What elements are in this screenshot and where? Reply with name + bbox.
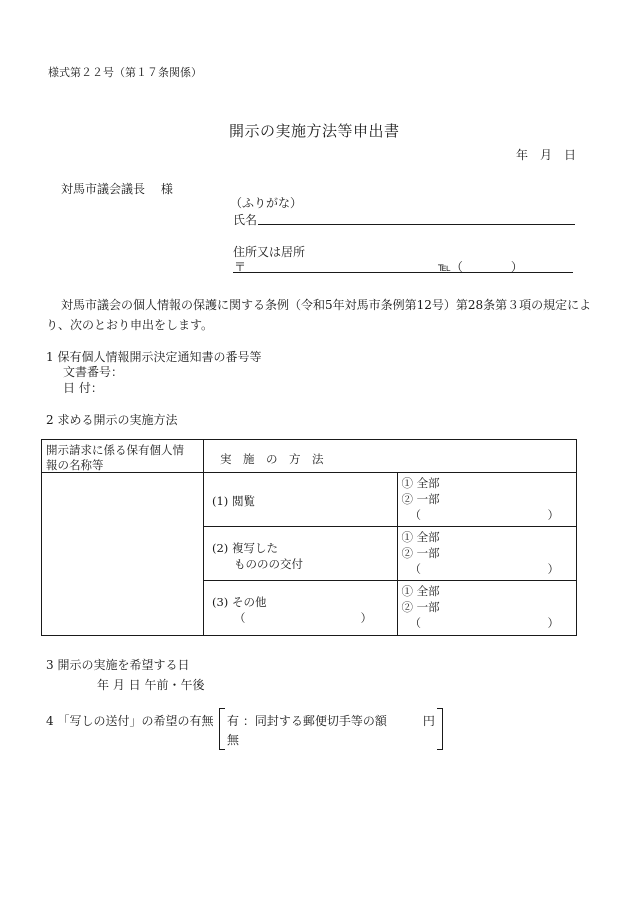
method-3-other-field[interactable]: （ ）	[234, 611, 372, 625]
intro-line-1: 対馬市議会の個人情報の保護に関する条例（令和5年対馬市条例第12号）第28条第３項の規定によ	[61, 298, 592, 312]
name-label: 氏名	[233, 213, 258, 227]
record-name-cell[interactable]	[42, 473, 204, 636]
col1-header	[42, 440, 204, 473]
form-number: 様式第２２号（第１７条関係）	[48, 66, 202, 79]
table-header-row	[42, 440, 577, 473]
option-cell-1	[397, 473, 576, 527]
preferred-date-line: 年 月 日 午前・午後	[97, 678, 205, 692]
bracket-left	[219, 708, 225, 750]
section2-heading: 2 求める開示の実施方法	[46, 413, 178, 427]
col1-header-line2: 報の名称等	[46, 458, 104, 472]
tel-label: ℡（ ）	[438, 260, 523, 274]
doc-number-label: 文書番号：	[63, 365, 124, 379]
mailing-option-no[interactable]: 無	[227, 733, 240, 747]
method-cell-2	[204, 527, 398, 581]
method-2-label-cont: もののの交付	[234, 557, 303, 571]
col2-header	[204, 440, 577, 473]
bracket-right	[437, 708, 443, 750]
address-label: 住所又は居所	[233, 245, 306, 259]
section1-heading: 1 保有個人情報開示決定通知書の番号等	[46, 350, 262, 364]
addressee: 対馬市議会議長 様	[61, 182, 173, 196]
option-all-3[interactable]: ① 全部	[401, 584, 440, 598]
option-all-2[interactable]: ① 全部	[401, 530, 440, 544]
page-title: 開示の実施方法等申出書	[229, 122, 400, 140]
furigana-label: （ふりがな）	[230, 196, 303, 210]
doc-date-label: 日 付：	[63, 381, 103, 395]
method-cell-1	[204, 473, 398, 527]
name-underline	[258, 224, 575, 225]
option-part-detail-1: （ ）	[409, 508, 560, 522]
option-part-3[interactable]: ② 一部	[401, 600, 440, 614]
table-row	[42, 473, 577, 527]
intro-line-2: り、次のとおり申出をします。	[46, 318, 214, 332]
method-2-label: (2) 複写した	[212, 541, 278, 555]
address-underline	[233, 272, 573, 273]
option-cell-2	[397, 527, 576, 581]
option-cell-3	[397, 581, 576, 636]
option-part-1[interactable]: ② 一部	[401, 492, 440, 506]
option-all-1[interactable]: ① 全部	[401, 476, 440, 490]
option-part-detail-3: （ ）	[409, 616, 560, 630]
method-table	[41, 439, 577, 636]
mailing-option-yes[interactable]: 有 ：同封する郵便切手等の額 円	[227, 714, 435, 728]
col2-header-text: 実 施 の 方 法	[220, 452, 324, 466]
col1-header-line1: 開示請求に係る保有個人情	[46, 443, 184, 457]
method-1-label: (1) 閲覧	[212, 494, 255, 508]
option-part-2[interactable]: ② 一部	[401, 546, 440, 560]
date-line: 年 月 日	[516, 148, 577, 162]
section3-heading: 3 開示の実施を希望する日	[46, 658, 190, 672]
method-3-label: (3) その他	[212, 595, 267, 609]
method-cell-3	[204, 581, 398, 636]
postal-mark: 〒	[234, 260, 247, 274]
option-part-detail-2: （ ）	[409, 562, 560, 576]
section4-heading: 4 「写しの送付」の希望の有無	[46, 714, 214, 728]
